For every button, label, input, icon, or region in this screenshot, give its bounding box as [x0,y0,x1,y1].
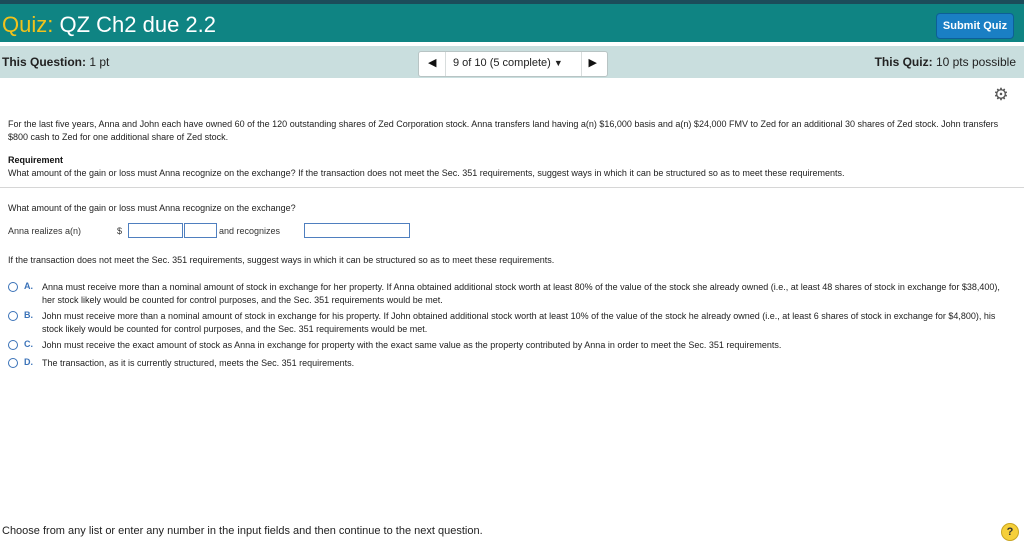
option-b-text[interactable]: John must receive more than a nominal amount of stock in exchange for his property. If John obtained additional stock worth at least 10% of the value of the stock he already owned (i.e., at least 6 shares of stock in exchange for $4,800), his stock likely would be counted for control purposes, and the Sec. 351 requirements would be met. [42,311,996,334]
recognizes-label: and recognizes [219,226,281,236]
quiz-header [0,4,1024,42]
question-counter-dropdown[interactable] [453,57,563,69]
section-divider [0,187,1024,188]
requirement-heading: Requirement [8,155,64,165]
option-d-letter: D. [24,357,33,367]
part2-prompt: If the transaction does not meet the Sec. 351 requirements, suggest ways in which it can be structured so as to meet these requirements. [8,255,555,265]
gain-loss-select[interactable] [184,223,217,238]
question-counter: 9 of 10 (5 complete) [453,57,551,69]
prev-arrow-icon[interactable]: ◀ [428,57,437,69]
option-a-text[interactable]: Anna must receive more than a nominal amount of stock in exchange for her property. If Anna obtained additional stock worth at least 80% of the value of the stock she already owned (i.e., at least 48 shares of stock in exchange for $38,400), her stock likely would be counted for control purposes, and the Sec. 351 requirements would be met. [42,282,1000,305]
option-d-text[interactable]: The transaction, as it is currently structured, meets the Sec. 351 requirements. [42,358,355,368]
realizes-label: Anna realizes a(n) [8,226,82,236]
option-c-radio[interactable] [8,340,18,350]
this-question-points [2,55,109,69]
dropdown-caret-icon: ▼ [553,58,563,68]
help-icon[interactable]: ? [1001,523,1019,541]
quiz-title [2,12,216,38]
currency-symbol: $ [117,226,123,236]
next-arrow-icon[interactable]: ▶ [588,57,597,69]
footer-instruction: Choose from any list or enter any number in the input fields and then continue to the next question. [2,525,483,537]
problem-statement: For the last five years, Anna and John each have owned 60 of the 120 outstanding shares of Zed Corporation stock. Anna transfers land having a(n) $16,000 basis and a(n) $24,000 FMV to Zed for an additional 30 shares of Zed stock. John transfers $800 cash to Zed for one additional share of Zed stock. [8,119,999,142]
nav-divider [445,52,446,76]
nav-divider [581,52,582,76]
submit-quiz-button[interactable]: Submit Quiz [936,13,1014,39]
realized-amount-input[interactable] [128,223,183,238]
part1-prompt: What amount of the gain or loss must Anna recognize on the exchange? [8,203,296,213]
option-a-radio[interactable] [8,282,18,292]
option-d-radio[interactable] [8,358,18,368]
this-quiz-value: 10 pts possible [935,55,1016,69]
quiz-label: Quiz: [2,12,54,37]
question-navigator [418,51,608,77]
requirement-text: What amount of the gain or loss must Anna recognize on the exchange? If the transaction does not meet the Sec. 351 requirements, suggest ways in which it can be structured so as to meet these requirements. [8,168,845,178]
this-question-label: This Question: [2,55,86,69]
option-c-letter: C. [24,339,33,349]
quiz-name: QZ Ch2 due 2.2 [59,12,217,37]
option-b-radio[interactable] [8,311,18,321]
this-quiz-label: This Quiz: [874,55,933,69]
option-b-letter: B. [24,310,33,320]
this-quiz-points [875,55,1016,69]
recognized-amount-input[interactable] [304,223,410,238]
gear-icon[interactable]: ⚙ [993,85,1009,104]
option-c-text[interactable]: John must receive the exact amount of stock as Anna in exchange for property with the exact same value as the property contributed by Anna in order to meet the Sec. 351 requirements. [42,340,782,350]
option-a-letter: A. [24,281,33,291]
this-question-value: 1 pt [89,55,110,69]
